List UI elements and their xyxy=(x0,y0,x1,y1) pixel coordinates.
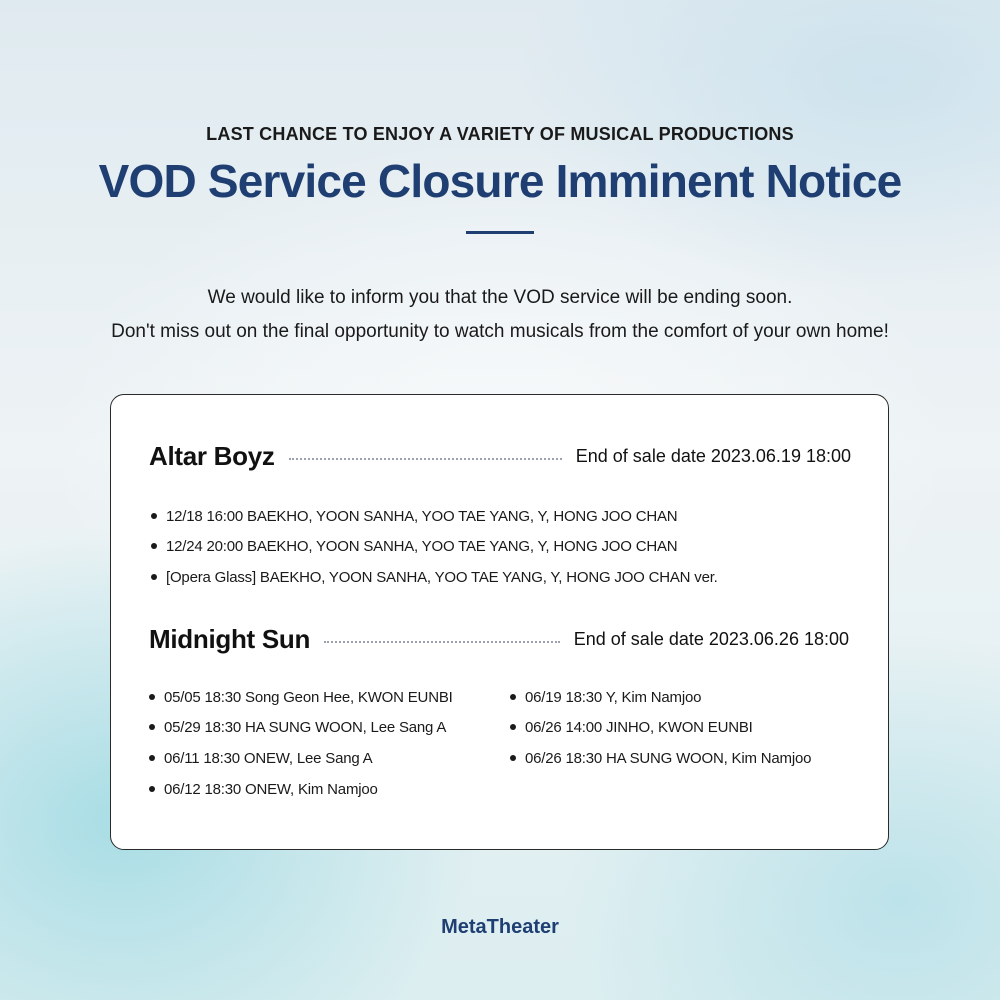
list-item: 06/11 18:30 ONEW, Lee Sang A xyxy=(149,750,372,767)
list-item: 06/26 14:00 JINHO, KWON EUNBI xyxy=(510,719,753,736)
sale-end-date: End of sale date 2023.06.19 18:00 xyxy=(575,446,851,466)
title-divider xyxy=(466,231,534,234)
list-item: 12/24 20:00 BAEKHO, YOON SANHA, YOO TAE YANG, Y, HONG JOO CHAN xyxy=(151,538,677,555)
page-subtitle: LAST CHANCE TO ENJOY A VARIETY OF MUSICAL PRODUCTIONS xyxy=(206,124,794,144)
list-item: 05/29 18:30 HA SUNG WOON, Lee Sang A xyxy=(149,719,446,736)
list-item: 06/26 18:30 HA SUNG WOON, Kim Namjoo xyxy=(510,750,811,767)
list-item: 06/19 18:30 Y, Kim Namjoo xyxy=(510,689,701,706)
intro-line-2: Don't miss out on the final opportunity to watch musicals from the comfort of your own home! xyxy=(111,321,889,342)
show-header-altar-boyz xyxy=(149,441,851,472)
dotted-leader xyxy=(324,641,560,643)
intro-line-1: We would like to inform you that the VOD service will be ending soon. xyxy=(207,287,793,308)
dotted-leader xyxy=(289,458,562,460)
list-item: 05/05 18:30 Song Geon Hee, KWON EUNBI xyxy=(149,689,453,706)
show-header-midnight-sun xyxy=(149,624,849,655)
page-title: VOD Service Closure Imminent Notice xyxy=(98,155,902,207)
schedule-card xyxy=(110,394,889,850)
list-item: 12/18 16:00 BAEKHO, YOON SANHA, YOO TAE YANG, Y, HONG JOO CHAN xyxy=(151,508,677,525)
show-title: Midnight Sun xyxy=(149,624,311,654)
brand-logo-text: MetaTheater xyxy=(441,916,559,938)
list-item: 06/12 18:30 ONEW, Kim Namjoo xyxy=(149,781,378,798)
sale-end-date: End of sale date 2023.06.26 18:00 xyxy=(573,629,849,649)
show-title: Altar Boyz xyxy=(149,441,275,471)
list-item: [Opera Glass] BAEKHO, YOON SANHA, YOO TAE YANG, Y, HONG JOO CHAN ver. xyxy=(151,569,718,586)
